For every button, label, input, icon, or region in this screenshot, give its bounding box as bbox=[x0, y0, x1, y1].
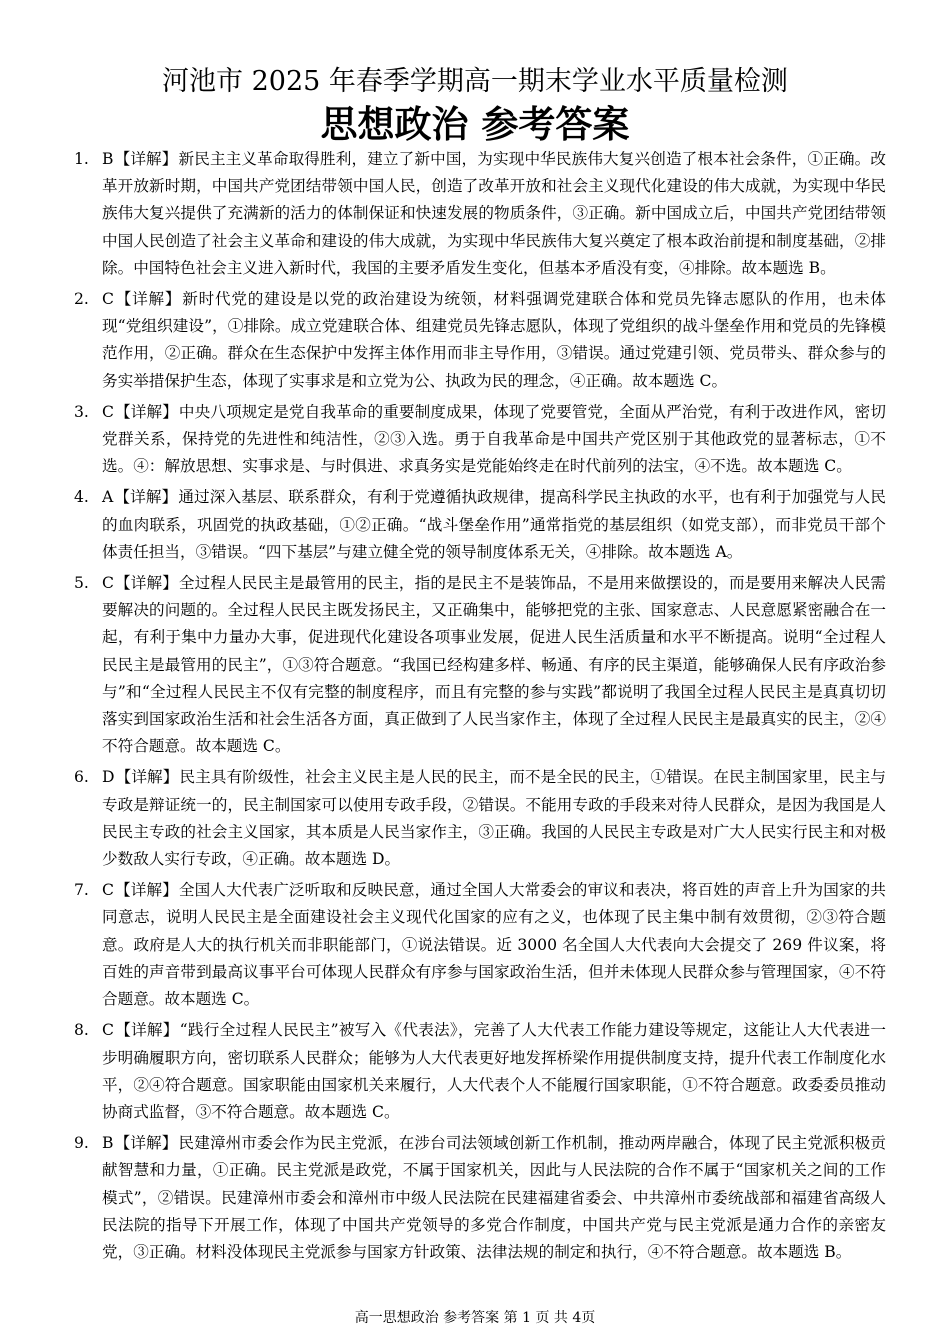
answer-item bbox=[74, 1017, 886, 1126]
explanation-text: 全国人大代表广泛听取和反映民意，通过全国人大常委会的审议和表决，将百姓的声音上升为国家的共同意志，说明人民民主是全面建设社会主义现代化国家的应有之义，也体现了民主集中制有效贯彻，②③符合题意。政府是人大的执行机关而非职能部门，①说法错误。近 3000 名全国人大代表向大会提交了 269 件议案，将百姓的声音带到最高议事平台可体现人民群众有序参与国家政治生活，但并未体现人民群众参与管理国家，④不符合题意。故本题选 C。 bbox=[102, 881, 886, 1009]
answer-choice: C bbox=[102, 574, 114, 593]
explanation-text: 通过深入基层、联系群众，有利于党遵循执政规律，提高科学民主执政的水平，也有利于加强党与人民的血肉联系，巩固党的执政基础，①②正确。“战斗堡垒作用”通常指党的基层组织（如党支部），而非党员干部个体责任担当，③错误。“四下基层”与建立健全党的领导制度体系无关，④排除。故本题选 A。 bbox=[102, 488, 886, 561]
answer-choice: A bbox=[102, 488, 114, 507]
question-number: 2. bbox=[74, 290, 89, 309]
explanation-tag: 【详解】 bbox=[114, 488, 178, 507]
answer-key-heading: 思想政治 参考答案 bbox=[320, 102, 630, 146]
explanation-tag: 【详解】 bbox=[114, 150, 178, 168]
question-number: 6. bbox=[74, 768, 89, 787]
answer-item bbox=[74, 570, 886, 760]
question-number: 3. bbox=[74, 402, 89, 421]
explanation-text: 全过程人民民主是最管用的民主，指的是民主不是装饰品，不是用来做摆设的，而是要用来解决人民需要解决的问题的。全过程人民民主既发扬民主，又正确集中，能够把党的主张、国家意志、人民意愿紧密融合在一起，有利于集中力量办大事，促进现代化建设各项事业发展，促进人民生活质量和水平不断提高。说明“全过程人民民主是最管用的民主”，①③符合题意。“我国已经构建多样、畅通、有序的民主渠道，能够确保人民有序政治参与”和“全过程人民民主不仅有完整的制度程序，而且有完整的参与实践”都说明了我国全过程人民民主是真真切切落实到国家政治生活和社会生活各方面，真正做到了人民当家作主，体现了全过程人民民主是最真实的民主，②④不符合题意。故本题选 C。 bbox=[102, 574, 886, 756]
explanation-text: 新民主主义革命取得胜利，建立了新中国，为实现中华民族伟大复兴创造了根本社会条件，①正确。改革开放新时期，中国共产党团结带领中国人民，创造了改革开放和社会主义现代化建设的伟大成就，为实现中华民族伟大复兴提供了充满新的活力的体制保证和快速发展的物质条件，③正确。新中国成立后，中国共产党团结带领中国人民创造了社会主义革命和建设的伟大成就，为实现中华民族伟大复兴奠定了根本政治前提和制度基础，②排除。中国特色社会主义进入新时代，我国的主要矛盾发生变化，但基本矛盾没有变，④排除。故本题选 B。 bbox=[102, 150, 886, 277]
explanation-tag: 【详解】 bbox=[114, 402, 178, 421]
explanation-text: “践行全过程人民民主”被写入《代表法》，完善了人大代表工作能力建设等规定，这能让人大代表进一步明确履职方向，密切联系人民群众；能够为人大代表更好地发挥桥梁作用提供制度支持，提升代表工作制度化水平，②④符合题意。国家职能由国家机关来履行，人大代表个人不能履行国家职能，①不符合题意。政委委员推动协商式监督，③不符合题意。故本题选 C。 bbox=[102, 1021, 886, 1121]
answer-item bbox=[74, 764, 886, 873]
question-number: 4. bbox=[74, 488, 89, 507]
answer-item bbox=[74, 484, 886, 566]
answer-item bbox=[74, 877, 886, 1013]
answer-item bbox=[74, 146, 886, 282]
question-number: 1. bbox=[74, 150, 89, 168]
explanation-text: 新时代党的建设是以党的政治建设为统领，材料强调党建联合体和党员先锋志愿队的作用，也未体现“党组织建设”，①排除。成立党建联合体、组建党员先锋志愿队，体现了党组织的战斗堡垒作用和党员的先锋模范作用，②正确。群众在生态保护中发挥主体作用而非主导作用，③错误。通过党建引领、党员带头、群众参与的务实举措保护生态，体现了实事求是和立党为公、执政为民的理念，④正确。故本题选 C。 bbox=[102, 290, 886, 390]
answer-choice: C bbox=[102, 290, 114, 309]
exam-title: 河池市 2025 年春季学期高一期末学业水平质量检测 bbox=[162, 66, 788, 97]
answer-choice: C bbox=[102, 1021, 114, 1040]
answer-choice: D bbox=[102, 768, 115, 787]
answer-list bbox=[74, 146, 886, 1270]
question-number: 7. bbox=[74, 881, 89, 900]
answer-choice: C bbox=[102, 402, 114, 421]
answer-choice: C bbox=[102, 881, 114, 900]
explanation-tag: 【详解】 bbox=[114, 574, 178, 593]
explanation-tag: 【详解】 bbox=[114, 1021, 179, 1040]
answer-choice: B bbox=[102, 150, 114, 168]
explanation-tag: 【详解】 bbox=[115, 768, 179, 787]
explanation-text: 民主具有阶级性，社会主义民主是人民的民主，而不是全民的民主，①错误。在民主制国家里，民主与专政是辩证统一的，民主制国家可以使用专政手段，②错误。不能用专政的手段来对待人民群众，是因为我国是人民民主专政的社会主义国家，其本质是人民当家作主，③正确。我国的人民民主专政是对广大人民实行民主和对极少数敌人实行专政，④正确。故本题选 D。 bbox=[102, 768, 886, 869]
explanation-tag: 【详解】 bbox=[114, 881, 178, 900]
explanation-tag: 【详解】 bbox=[114, 1134, 178, 1153]
explanation-text: 中央八项规定是党自我革命的重要制度成果，体现了党要管党，全面从严治党，有利于改进作风，密切党群关系，保持党的先进性和纯洁性，②③入选。勇于自我革命是中国共产党区别于其他政党的显著标志，①不选。④：解放思想、实事求是、与时俱进、求真务实是党能始终走在时代前列的法宝，④不选。故本题选 C。 bbox=[102, 402, 886, 476]
answer-choice: B bbox=[102, 1134, 114, 1153]
explanation-tag: 【详解】 bbox=[114, 290, 182, 309]
answer-item bbox=[74, 286, 886, 395]
question-number: 5. bbox=[74, 574, 89, 593]
explanation-text: 民建漳州市委会作为民主党派，在涉台司法领域创新工作机制，推动两岸融合，体现了民主党派积极贡献智慧和力量，①正确。民主党派是政党，不属于国家机关，因此与人民法院的合作不属于“国家机关之间的工作模式”，②错误。民建漳州市委会和漳州市中级人民法院在民建福建省委会、中共漳州市委统战部和福建省高级人民法院的指导下开展工作，体现了中国共产党领导的多党合作制度，中国共产党与民主党派是通力合作的亲密友党，③正确。材料没体现民主党派参与国家方针政策、法律法规的制定和执行，④不符合题意。故本题选 B。 bbox=[102, 1134, 886, 1261]
answer-item bbox=[74, 1130, 886, 1266]
question-number: 9. bbox=[74, 1134, 89, 1153]
page-footer: 高一思想政治 参考答案 第 1 页 共 4页 bbox=[354, 1310, 596, 1326]
answer-item bbox=[74, 399, 886, 481]
question-number: 8. bbox=[74, 1021, 89, 1040]
